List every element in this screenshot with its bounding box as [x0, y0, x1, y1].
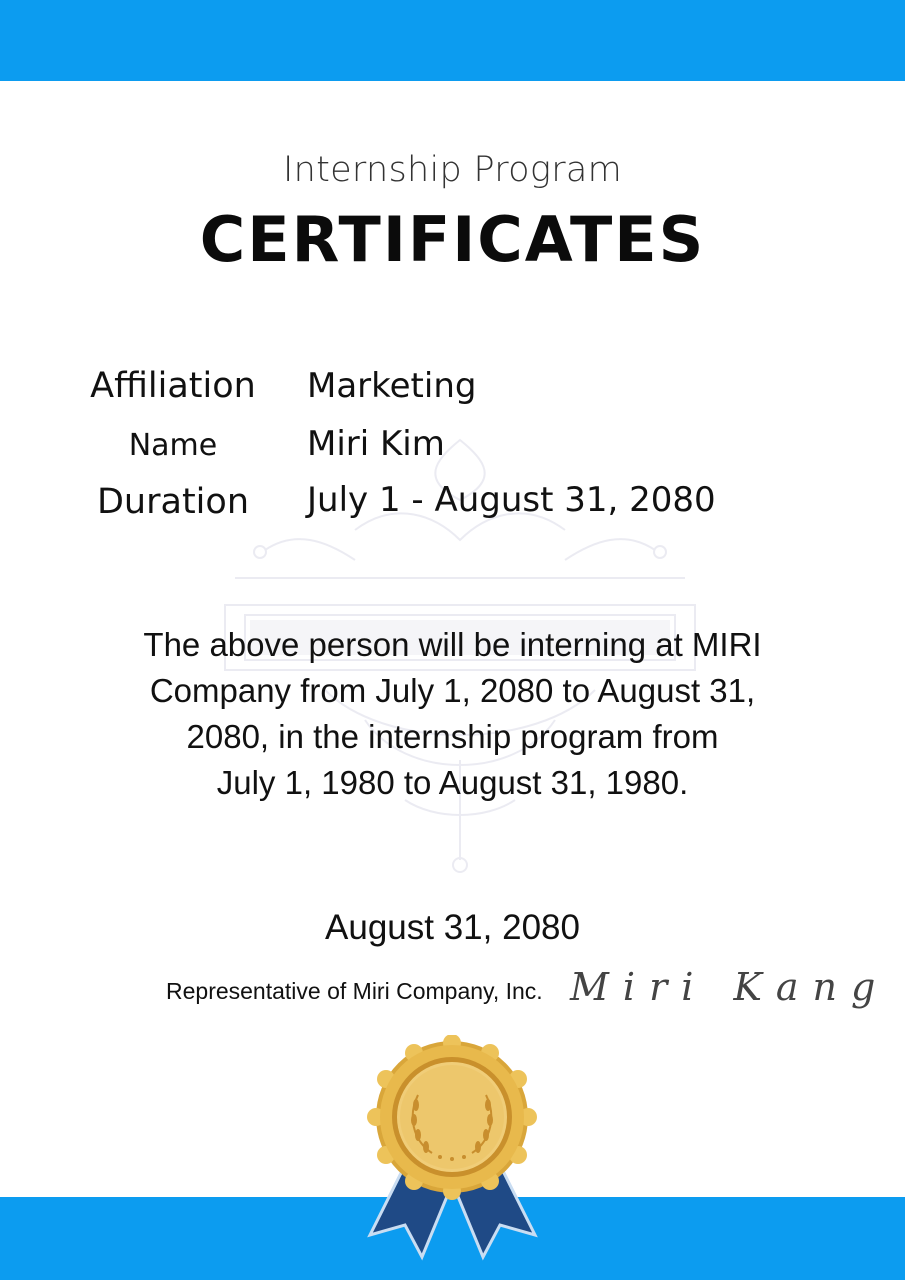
issue-date: August 31, 2080 [325, 908, 580, 947]
affiliation-label: Affiliation [90, 366, 256, 406]
statement-line: The above person will be interning at MIRI [143, 626, 762, 663]
representative-label: Representative of Miri Company, Inc. [166, 978, 543, 1004]
program-subtitle: Internship Program [282, 150, 623, 190]
signature: Miri Kang [570, 965, 890, 1009]
statement-line: 2080, in the internship program from [186, 718, 719, 755]
certificate-title: CERTIFICATES [199, 203, 706, 276]
top-band [0, 0, 905, 81]
duration-value: July 1 - August 31, 2080 [307, 480, 716, 520]
name-label: Name [128, 428, 218, 463]
statement-line: July 1, 1980 to August 31, 1980. [216, 764, 689, 801]
name-value: Miri Kim [307, 424, 445, 464]
gold-seal-icon [360, 1035, 545, 1270]
statement-line: Company from July 1, 2080 to August 31, [149, 672, 756, 709]
duration-label: Duration [96, 482, 249, 522]
affiliation-value: Marketing [307, 366, 477, 406]
certificate-statement [100, 622, 805, 806]
